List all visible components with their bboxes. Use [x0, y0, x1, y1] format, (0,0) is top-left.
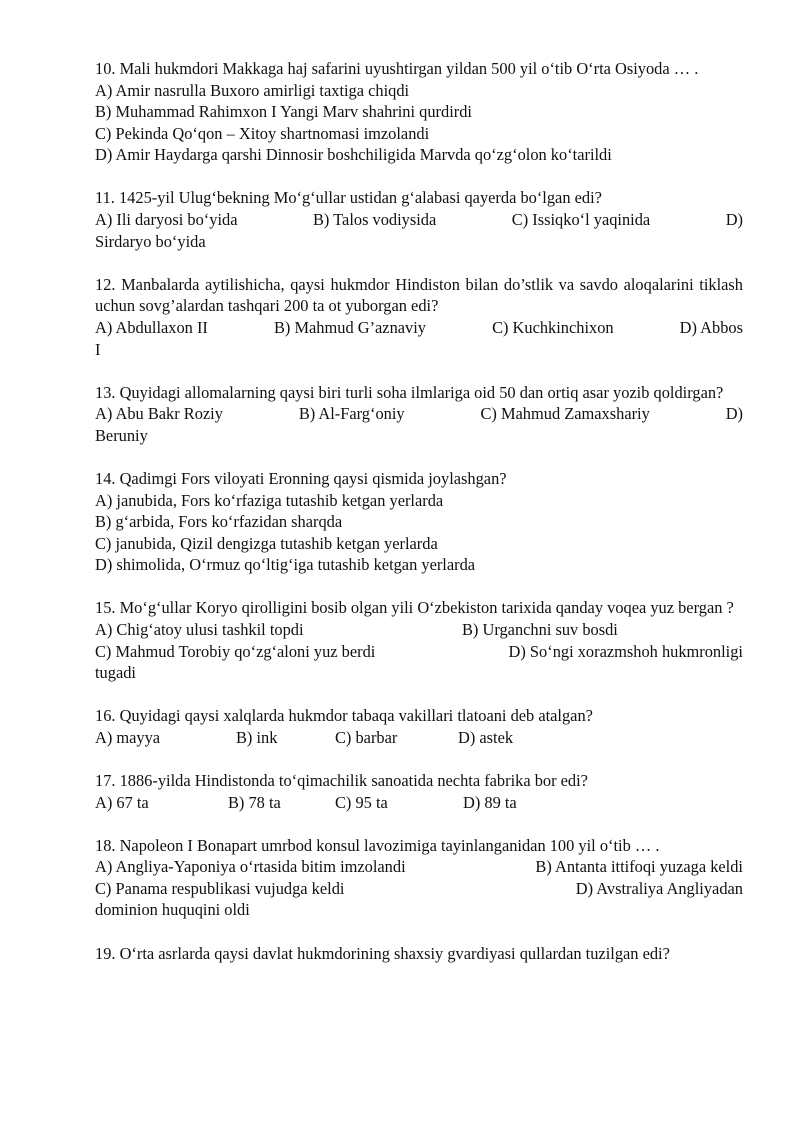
option-b: B) Talos vodiysida [312, 210, 437, 230]
question-19 [95, 943, 743, 965]
question-text: 11. 1425-yil Ulug‘bekning Mo‘g‘ullar ustidan g‘alabasi qayerda bo‘lgan edi? [95, 188, 602, 208]
option-d: D) Amir Haydarga qarshi Dinnosir boshchiligida Marvda qo‘zg‘olon ko‘tarildi [95, 145, 612, 165]
question-text: 17. 1886-yilda Hindistonda to‘qimachilik sanoatida nechta fabrika bor edi? [95, 770, 588, 790]
options-row [95, 727, 743, 749]
option-a: A) janubida, Fors ko‘rfaziga tutashib ketgan yerlarda [95, 490, 444, 510]
question-13 [95, 382, 743, 447]
question-text: 16. Quyidagi qaysi xalqlarda hukmdor tabaqa vakillari tlatoani deb atalgan? [95, 706, 593, 726]
option-c: C) Mahmud Zamaxshariy [480, 404, 650, 424]
option-c: C) janubida, Qizil dengizga tutashib ketgan yerlarda [95, 533, 438, 553]
test-page [95, 58, 743, 986]
option-c: C) Kuchkinchixon [492, 317, 614, 337]
option-b: B) Muhammad Rahimxon I Yangi Marv shahrini qurdirdi [95, 102, 472, 122]
question-text: 19. O‘rta asrlarda qaysi davlat hukmdorining shaxsiy gvardiyasi qullardan tuzilgan edi? [95, 943, 670, 963]
option-a: A) 67 ta [95, 792, 149, 812]
option-a: A) Chig‘atoy ulusi tashkil topdi [95, 619, 304, 639]
options-row [95, 403, 743, 425]
option-d-continuation: Beruniy [95, 425, 148, 445]
option-d-continuation: tugadi [95, 663, 136, 683]
question-10 [95, 58, 743, 166]
question-text: 18. Napoleon I Bonapart umrbod konsul lavozimiga tayinlanganidan 100 yil o‘tib … . [95, 835, 660, 855]
option-b: B) Antanta ittifoqi yuzaga keldi [535, 857, 743, 877]
question-text: 15. Mo‘g‘ullar Koryo qirolligini bosib olgan yili O‘zbekiston tarixida qanday voqea yuz bergan ? [95, 598, 734, 618]
options-row [95, 317, 743, 339]
option-d-continuation: Sirdaryo bo‘yida [95, 231, 206, 251]
option-d: D) shimolida, O‘rmuz qo‘ltig‘iga tutashib ketgan yerlarda [95, 555, 476, 575]
options-row [95, 209, 743, 231]
question-11 [95, 187, 743, 252]
question-12 [95, 274, 743, 360]
option-a: A) Amir nasrulla Buxoro amirligi taxtiga chiqdi [95, 80, 410, 100]
option-b: B) ink [236, 727, 278, 747]
option-b: B) 78 ta [228, 792, 281, 812]
option-a: A) Angliya-Yaponiya o‘rtasida bitim imzolandi [95, 857, 406, 877]
question-text: 10. Mali hukmdori Makkaga haj safarini uyushtirgan yildan 500 yil o‘tib O‘rta Osiyoda … . [95, 59, 699, 78]
question-15 [95, 597, 743, 683]
options-row-2 [95, 641, 743, 663]
option-b: B) g‘arbida, Fors ko‘rfazidan sharqda [95, 512, 343, 532]
option-d: D) So‘ngi xorazmshoh hukmronligi [508, 641, 743, 661]
option-d: D) astek [458, 727, 514, 747]
options-row [95, 792, 743, 814]
question-14 [95, 468, 743, 576]
option-a: A) Abu Bakr Roziy [95, 404, 223, 424]
option-b: B) Mahmud G’aznaviy [273, 317, 426, 337]
option-c: C) Pekinda Qo‘qon – Xitoy shartnomasi imzolandi [95, 123, 430, 143]
options-row-2 [95, 878, 743, 900]
option-c: C) Mahmud Torobiy qo‘zg‘aloni yuz berdi [95, 641, 376, 661]
option-d: D) 89 ta [463, 792, 517, 812]
option-c: C) Panama respublikasi vujudga keldi [95, 878, 345, 898]
option-a: A) Abdullaxon II [95, 317, 208, 337]
option-b: B) Urganchni suv bosdi [462, 619, 618, 639]
question-text: 14. Qadimgi Fors viloyati Eronning qaysi qismida joylashgan? [95, 468, 507, 488]
question-text: 13. Quyidagi allomalarning qaysi biri turli soha ilmlariga oid 50 dan ortiq asar yozib qoldirgan? [95, 382, 724, 402]
option-b: B) Al-Farg‘oniy [298, 404, 405, 424]
question-17 [95, 770, 743, 813]
option-a: A) Ili daryosi bo‘yida [95, 210, 238, 230]
question-16 [95, 705, 743, 748]
option-d: D) [725, 210, 743, 230]
option-d: D) Abbos [679, 317, 743, 337]
question-text: 12. Manbalarda aytilishicha, qaysi hukmdor Hindiston bilan do’stlik va savdo aloqalarini tiklash uchun sovg’alardan tashqari 200 ta ot yuborgan edi? [95, 274, 743, 316]
option-d: D) Avstraliya Angliyadan [575, 878, 743, 898]
option-c: C) Issiqko‘l yaqinida [511, 210, 651, 230]
option-c: C) barbar [335, 727, 398, 747]
question-18 [95, 835, 743, 921]
option-d: D) [725, 404, 743, 424]
option-a: A) mayya [95, 727, 161, 747]
options-row-1 [95, 619, 743, 641]
option-d-continuation: I [95, 339, 101, 359]
option-c: C) 95 ta [335, 792, 388, 812]
option-d-continuation: dominion huquqini oldi [95, 900, 250, 920]
options-row-1 [95, 856, 743, 878]
